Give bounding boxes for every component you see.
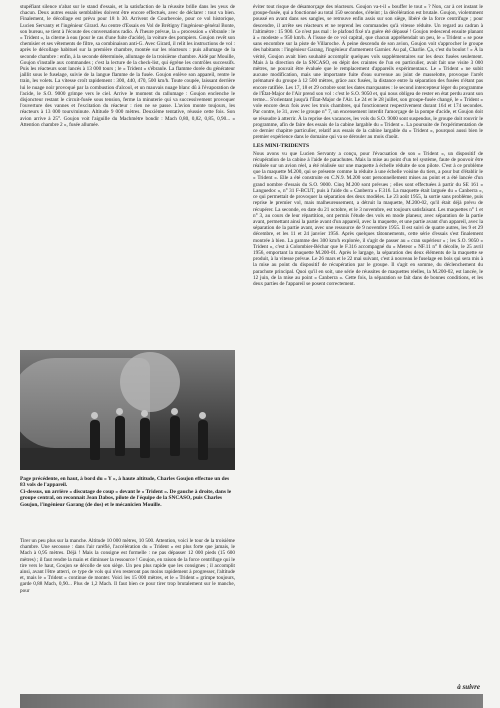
aircraft-nose	[120, 352, 180, 412]
person-silhouette	[140, 418, 150, 458]
person-silhouette	[90, 420, 100, 460]
person-head	[91, 412, 98, 419]
person-head	[171, 408, 178, 415]
article-paragraph: stupéfiant silence n'abat sur le stand d'essais, et la satisfaction de la réussite brille dans les yeux de chacun. Deux autres essais semblables doivent être encore effectués, avec de déclarer : tout va bien. Finalement, le décollage est prévu pour 18 h 30. Arrivent de Courbevoie, pour ce vol historique, Lucien Servanty et l'ingénieur Girard. Au centre d'Essais en Vol de Brétigny l'ingénieur-général Bonte, son bureau, se tient à l'écoute des conversations radio. À l'heure prévue, la « procession » s'ébranle : le « Trident », la citerne à eau (pour le cas d'une fuite d'acide), la voiture des pompiers. Goujon revêt son chemisier et ses vêtements de filtre, sa combinaison anti-G. Avec Girard, il relit les instructions de vol : après le décollage habituel sur la première chambre, montée sur les réacteurs : puis allumage de la seconde chambre : enfin, à la seconde déterminée, allumage de la troisième chambre. Aidé par Mouille, Goujon s'installe aux commandes ; c'est la lecture de la check-list, qui égrène les contrôles successifs. Puis les réacteurs sont lancés à 13 000 tours ; le « Trident » s'ébranle. La flamme dorée du générateur jaillit sous le fuselage, suivie de la langue flamme de la fusée. Goujon enlève son appareil, rentre le train, les volets. La vitesse croît rapidement : 300, 440, 470, 500 km/h. Toute coupée, laissant derrière lui le nuage noir provoqué par la combustion d'alcool, et un mauvais nuage blanc dû à l'évaporation de l'acide, le S.O. 9000 grimpe vers le ciel. Arrive le moment du rallumage : Goujon enclenche le disjoncteur restant le circuit-fusée sous tension, ferme la minuterie qui va successivement provoquer l'ouverture des vannes et l'excitation du réacteur : rien ne se passe. L'avion monte toujours, les réacteurs à 13 000 tours/minute. Altitude 9 000 mètres. Deuxième tentative, réussie cette fois. Son avion arrive à 25°. Goujon voit l'aiguille du Machmètre bondir : Mach 0,80, 0,82, 0,85, 0,90... « Attention chambre 2 », fusée allumée.	[20, 4, 235, 128]
caption-line-1: Page précédente, en haut, à bord du « Y », à haute altitude, Charles Goujon effectue un des 83 vols de l'appareil.	[20, 476, 230, 489]
person-silhouette	[170, 416, 180, 456]
person-head	[199, 412, 206, 419]
footer-photo-strip	[20, 694, 483, 708]
article-paragraph: Tirer un peu plus sur la manche. Altitude 10 000 mètres, 10 500. Attention, voici le tour de la troisième chambre. Une secousse : dans l'air raréfié, l'accélération du « Trident » est plus forte que jamais, le Mach à 0,95 mètres. Déjà ! Mais la consigne est formelle : ne pas dépasser 12 000 pieds (15 600 mètres) ; il faut rendre la main et diminuer la ressource ! Goujon, en raison de la force centrifuge qui le tire vers le haut, Goujon se décolle de son siège. Un peu plus rapide que les consignes ; il accomplit ainsi, avant l'être atterri, ce type de vols qui n'en resteront pas moins rapidement à progresser, l'altitude et, mais le « Trident » continue de monter. Voici les 15 000 mètres, et le « Trident » grimpe toujours, garde 0,88 Mach, 0,90... Plus de 1,2 Mach. Il faut bien ce pour tirer trop brutalement sur le manche, pour	[20, 538, 235, 594]
article-paragraph: éviter tout risque de désamorçage des réacteurs. Goujon va-t-il « bouffer le tout » ? Non, car à cet instant le groupe-fusée, qui a fonctionné au total 150 secondes, s'éteint ; la décélération est brutale. Goujon, violemment poussé en avant dans ses sangles, se retrouve enfin assis sur son siège, libéré de la force centrifuge ; pour descendre, il arrête ses réacteurs et ne reprend les commandes qu'à vitesse réduite. Un regard au cadran à l'altimètre : 15 900. Ce n'est pas mal : le plafond fixé n'a guère été dépassé ! Goujon redescend ensuite planant à « modeste » 950 km/h. À l'issue de ce vol capital, que chacun appréhendait un peu, le « Trident » se pose sans encombre sur la piste de Villaroche. À peine descendu de son avion, Goujon voit s'approcher le groupe des habitants : l'ingénieur Garang, l'ingénieur d'armement Garnier. Au pal, Charlie. Ça, c'est du boulot ! » À la vérité, Goujon avait bien souhaité accomplir quelques vols supplémentaires sur les deux fusées seulement. Mais à la direction de la SNCASO, en dépit des craintes de l'un en particulier, avait fait une visite 3 000 mètres, ne pouvait être évaluée que le remplacement d'appareils expérimentaux. Le « Trident » ne subit aucune modification, mais une importante fuite d'eau survenue au joint de masselotte, provoque l'arrêt prématuré du groupe à 12 500 mètres, grâce aux fusées, la distance entre la séparation des fusées n'étant pas encore ratifiée. Les 17, 18 et 29 octobre sont les dates marquantes : le second intercepteur léger du programme de l'État-Major de l'Air prend son vol : c'est le S.O. 9050 et, qui nous obligea de rester en état perdu avant son terme... S'orientant jusqu'à l'État-Major de l'Air. Le 24 et le 28 juillet, son groupe-fusée changé, le « Trident » vole encore deux fois avec les trois chambres, qui fonctionnent respectivement durant 164 et 174 secondes. Par contre, le 31, avec le groupe n° 7, un encensement interdit l'amorçage de la pompe d'acide, et Goujon doit se résoudre à atterrir. À la reprise des vacances, les vols du S.O. 9000 sont suspendus, le groupe doit rouvrir le programme, afin de faire des essais de la cabine largable du « Trident ». La poursuite de l'expérimentation de ce dernier chapitre particulier, relatif aux essais de la cabine largable du « Trident », pourquoi aussi bien le premier expérience dans le domaine qui va se dérouler au mois d'août.	[253, 4, 483, 141]
person-head	[141, 410, 148, 417]
continued-label: à suivre	[457, 683, 480, 691]
person-silhouette	[115, 416, 125, 456]
article-column-right	[253, 4, 483, 684]
article-column-left-bottom	[20, 538, 235, 693]
photo-trident-crew	[20, 350, 235, 470]
caption-line-2: Ci-dessus, un arrière « discutage de coup » devant le « Trident ». De gauche à droite, dans le groupe central, on reconnait Jean Dabos, pilote de l'équipe de la SNCASO, puis Charles Goujon, l'ingénieur Garang (de dos) et le mécanicien Mouille.	[20, 488, 232, 508]
section-heading: LES MINI-TRIDENTS	[253, 143, 310, 150]
article-paragraph: Nous avons vu que Lucien Servanty a conçu, pour l'évacuation de son « Trident », un dispositif de récupération de la cabine à l'aide de parachutes. Mais la mise au point d'un tel système, faute de pouvoir être réalisée sur un avion réel, a été réalisée sur une maquette à échelle réduite de son pilote. C'est à ce problème que la maquette M.200, qui se présente comme la réduite à une échelle voisine du tiers, a pour but d'établir le « Trident ». Elle a été construite en C.N.9. M.200 sont personnellement mises au point et a été lancée d'un grand nombre d'essais du S.O. 9000. Cinq M.200 sont prévues ; elles sont effectuées à partir du SE 161 « Languedoc », n° 31 F-BCUT, puis à l'aide du « Canberra » F.316. La maquette était larguée du « Canberra », ce qui permettait de provoquer la séparation des deux modèles. Le 23 août 1955, la sortie sans problème, puis reprise le premier vol, mais malheureusement, a détruit la maquette, M.200-02, qu'il était déjà prévu de récupérer. La seconde, en date du 21 octobre, et le 3 novembre, est toujours satisfaisant. Les maquettes n° 1 et n° 3, au cours de leur répartition, ont permis l'étude des vols en mode planeur, avec séparation de la partie avant, permettant ainsi la partie avant d'un appareil, avec la maquette, et une partie avant d'un appareil, avec la séparation de la partie avant, avec une ressource de 9 novembre 1955. Il est suivi de quatre autres, les 9 et 29 décembre, et les 11 et 24 janvier 1956. Après quelques tâtonnements, cette série d'essais s'est finalement montrée à bien. La gamme des 300 km/h explorée, il s'agit de passer au « cran supérieur » ; les S.O. 9050 « Trident », c'est à Colombier-Béchar que le F.316 accompagné du « Meteor » NF.11 n° 8 décolle, le 25 avril 1956, emportant la maquette M.200-01. Après le largage, la séparation des deux éléments de la maquette se produit, à la vitesse prévue. Le 26 mars et le 22 mai suivant, c'est à nouveau le fuselage en bois qui sera mis à la mise au point du dispositif de récupération par le groupe. Il s'agit en somme, du déclenchement du parachute principal. Quoi qu'il en soit, une série de réussites de maquettes réelles, la M.200-02, est lancée, le 12 juin, de la mise au point « Canberra ». Cette fois, la séparation se fait dans de bonnes conditions, et les deux parties de l'appareil se posent correctement.	[253, 150, 483, 287]
photo-caption	[20, 476, 235, 508]
person-silhouette	[198, 420, 208, 460]
person-head	[116, 408, 123, 415]
article-column-left-top	[20, 4, 235, 346]
